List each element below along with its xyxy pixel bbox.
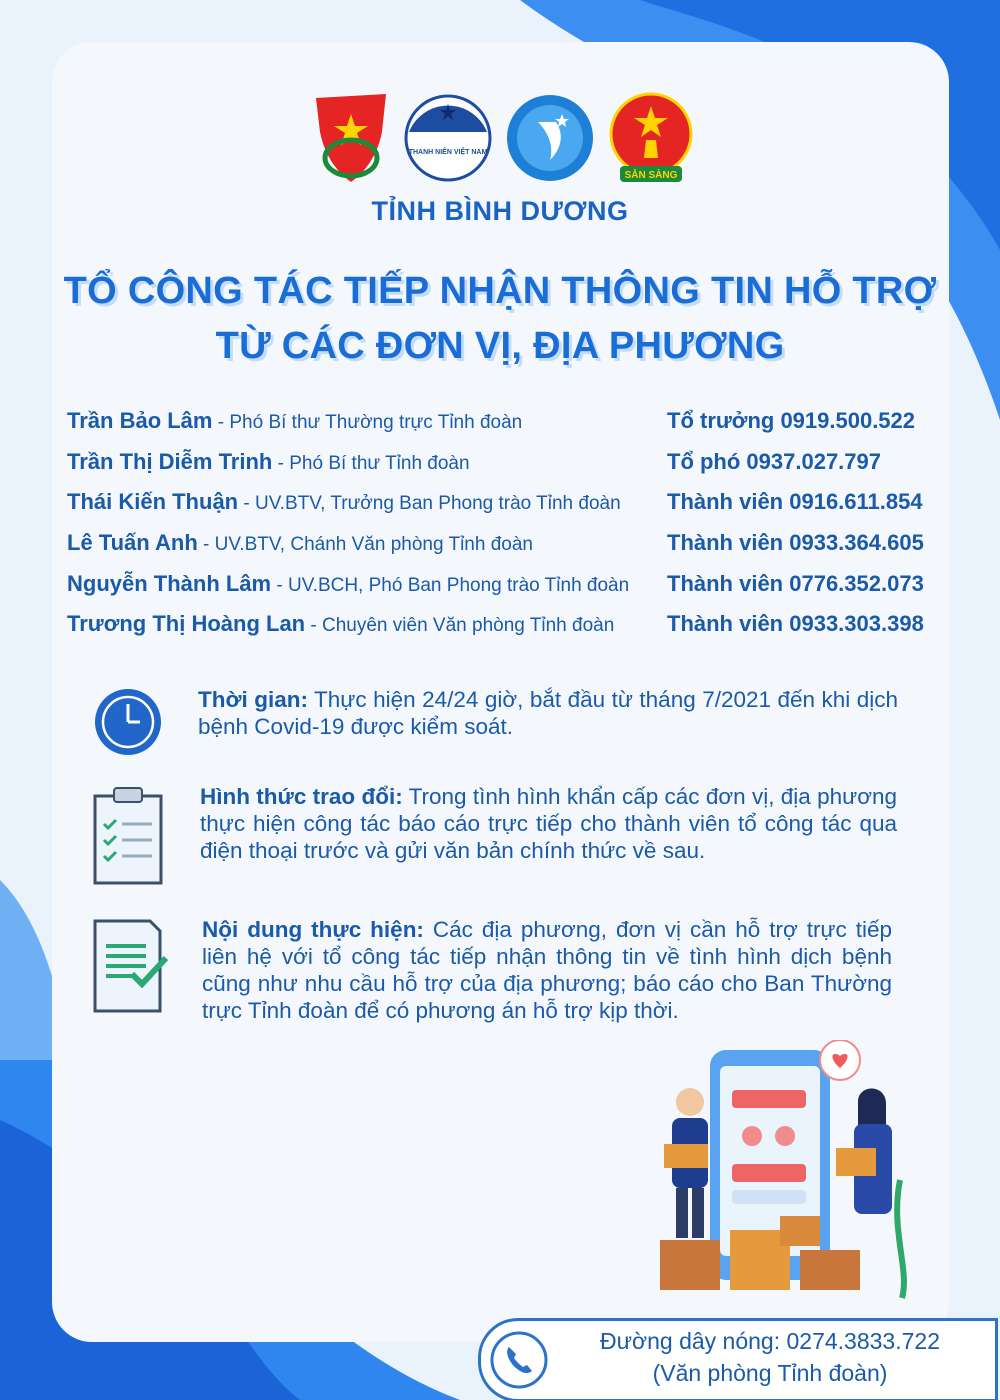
member-role: - UV.BTV, Trưởng Ban Phong trào Tỉnh đoàn — [238, 493, 621, 514]
doan-thanh-nien-logo — [308, 92, 394, 184]
page-title-line1: TỔ CÔNG TÁC TIẾP NHẬN THÔNG TIN HỖ TRỢ — [63, 270, 937, 312]
member-row — [67, 449, 470, 483]
document-check-icon — [92, 918, 178, 1014]
member-role: - Phó Bí thư Thường trực Tỉnh đoàn — [212, 412, 523, 433]
clock-icon — [92, 686, 164, 758]
san-sang-text: SẴN SÀNG — [624, 170, 678, 181]
hotline-number: Đường dây nóng: 0274.3833.722 — [600, 1328, 940, 1354]
logo-row — [300, 92, 700, 192]
member-role: - Phó Bí thư Tỉnh đoàn — [272, 453, 470, 474]
info-time — [198, 686, 898, 740]
member-name: Thái Kiến Thuận — [67, 489, 239, 514]
info-content — [202, 916, 892, 1024]
thanh-nien-logo-text: THANH NIÊN VIỆT NAM — [408, 149, 488, 156]
info-content-text: Các địa phương, đơn vị cần hỗ trợ trực tiếp liên hệ với tổ công tác tiếp nhận thông tin về tình hình dịch bệnh cũng như nhu cầu hỗ trợ của địa phương; báo cáo cho Ban Thường trực Tỉnh đoàn để có phương án hỗ trợ kịp thời. — [202, 917, 892, 1023]
member-name: Trần Thị Diễm Trinh — [67, 449, 273, 474]
info-time-label: Thời gian: — [198, 687, 308, 712]
member-role: - UV.BCH, Phó Ban Phong trào Tỉnh đoàn — [271, 575, 630, 596]
member-row — [67, 530, 533, 564]
member-role: - Chuyên viên Văn phòng Tỉnh đoàn — [305, 615, 615, 636]
info-time-text: Thực hiện 24/24 giờ, bắt đầu từ tháng 7/2021 đến khi dịch bệnh Covid-19 được kiểm soát. — [198, 687, 899, 739]
member-row — [67, 611, 614, 645]
member-name: Trương Thị Hoàng Lan — [67, 611, 306, 636]
member-row — [67, 408, 522, 442]
phone-icon — [490, 1331, 548, 1389]
member-role: - UV.BTV, Chánh Văn phòng Tỉnh đoàn — [197, 534, 533, 555]
support-illustration — [640, 1040, 940, 1310]
member-position-phone: Thành viên 0776.352.073 — [667, 571, 924, 596]
member-position-phone: Thành viên 0916.611.854 — [667, 489, 923, 514]
hoi-sinh-vien-viet-nam-logo — [504, 92, 596, 188]
member-row — [67, 489, 621, 523]
member-position-phone: Thành viên 0933.303.398 — [667, 611, 924, 636]
member-position-phone: Thành viên 0933.364.605 — [667, 530, 924, 555]
info-content-label: Nội dung thực hiện: — [202, 917, 424, 942]
member-name: Nguyễn Thành Lâm — [67, 571, 272, 596]
member-name: Lê Tuấn Anh — [67, 530, 198, 555]
info-exchange-label: Hình thức trao đổi: — [200, 784, 403, 809]
info-exchange-text: Trong tình hình khẩn cấp các đơn vị, địa phương thực hiện công tác báo cáo trực tiếp cho thành viên tổ công tác qua điện thoại trước và gửi văn bản chính thức về sau. — [200, 784, 897, 863]
doi-thieu-nien-logo — [606, 92, 696, 188]
member-position-phone: Tổ phó 0937.027.797 — [667, 449, 881, 474]
member-row — [67, 571, 629, 605]
info-exchange — [200, 783, 897, 864]
hotline-office: (Văn phòng Tỉnh đoàn) — [652, 1360, 888, 1386]
member-name: Trần Bảo Lâm — [67, 408, 213, 433]
province-title: TỈNH BÌNH DƯƠNG — [371, 196, 629, 226]
member-position-phone: Tổ trưởng 0919.500.522 — [667, 408, 916, 433]
clipboard-icon — [92, 786, 164, 886]
thanh-nien-viet-nam-logo — [403, 92, 493, 188]
page-title-line2: TỪ CÁC ĐƠN VỊ, ĐỊA PHƯƠNG — [215, 325, 785, 367]
